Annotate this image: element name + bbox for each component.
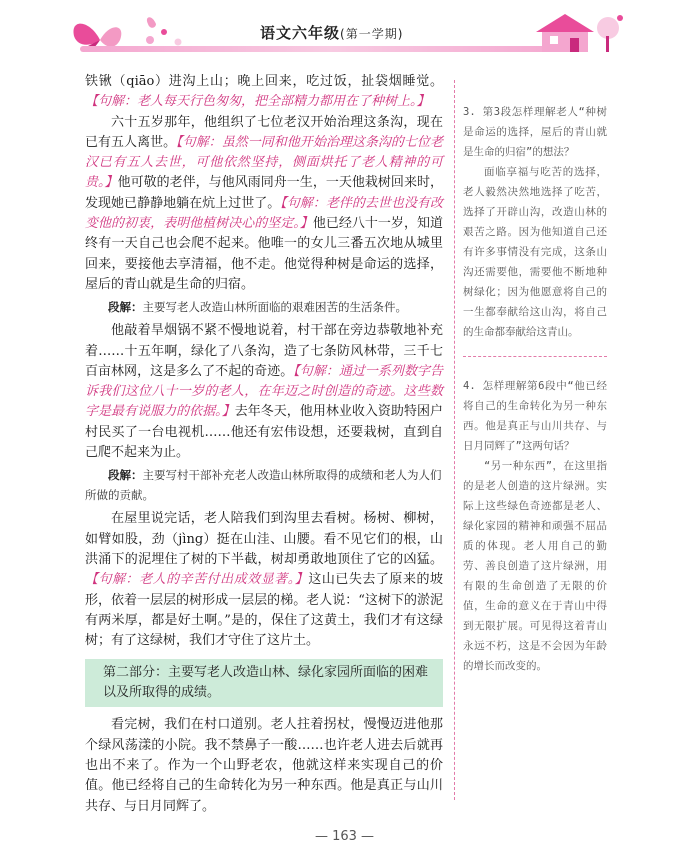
- header-band: [80, 46, 580, 52]
- page-number: — 163 —: [314, 829, 375, 844]
- paragraph-summary-2: 段解：主要写村干部补充老人改造山林所取得的成绩和老人为人们所做的贡献。: [85, 468, 442, 503]
- part-summary-box: 第二部分：主要写老人改造山林、绿化家园所面临的困难以及所取得的成绩。: [85, 659, 443, 707]
- question-3: 3. 第3段怎样理解老人“种树是命运的选择，屋后的青山就是生命的归宿”的想法？: [463, 106, 607, 158]
- sentence-note: 【句解：老伴的去世也没有改变他的初衷，表明他植树决心的坚定。】: [85, 195, 443, 232]
- book-title: 语文六年级(第一学期): [260, 24, 404, 42]
- answer-4: “另一种东西”，在这里指的是老人创造的这片绿洲。实际上这些绿色奇迹都是老人、绿化家园的精神和顽强不屈品质的体现。老人用自己的勤劳、善良创造了这片绿洲，用有限的生命创造了无限的价值，生命的意义在于青山中得到无限扩展。可见得这着青山永远不朽，这是不会因为年龄的增长而改变的。: [463, 460, 607, 672]
- column-divider: [454, 80, 455, 800]
- answer-3: 面临享福与吃苦的选择，老人毅然决然地选择了吃苦，选择了开辟山沟，改造山林的艰苦之路。因为他知道自己还有许多事情没有完成，这条山沟还需要他，需要他不断地种树绿化；因为他愿意将自己的一生都奉献给这山沟，将自己的生命都奉献给这青山。: [463, 166, 607, 338]
- sentence-note: 【句解：老人的辛苦付出成效显著。】: [85, 572, 309, 588]
- paragraph-5: 看完树，我们在村口道别。老人拄着拐杖，慢慢迈进他那个绿风荡漾的小院。我不禁鼻子一酸……也许老人进去后就再也出不来了。作为一个山野老农，他就这样来实现自己的价值。他已经将自己的生命转化为另一种东西。他是真正与山川共存、与日月同辉了。: [85, 717, 443, 814]
- sentence-note: 【句解：通过一系列数字告诉我们这位八十一岁的老人，在年迈之时创造的奇迹。这些数字是最有说服力的依据。】: [85, 363, 443, 420]
- page-header: [0, 0, 689, 64]
- paragraph-3: 他敲着旱烟锅不紧不慢地说着，村干部在旁边恭敬地补充着……十五年啊，绿化了八条沟，造了七条防风林带，三千七百亩林网，这是多么了不起的奇迹。【句解：通过一系列数字告诉我们这位八十一岁的老人，在年迈之时创造的奇迹。这些数字是最有说服力的依据。】去年冬天，他用林业收入资助特困户村民买了一台电视机……他还有宏伟设想，还要栽树，直到自己爬不起来为止。: [85, 323, 443, 461]
- paragraph-1: 铁锹（qiāo）进沟上山；晚上回来，吃过饭，扯袋烟睡觉。【句解：老人每天行色匆匆，把全部精力都用在了种树上。】: [85, 74, 443, 110]
- question-4: 4. 怎样理解第6段中“他已经将自己的生命转化为另一种东西。他是真正与山川共存、与日月同辉了”这两句话？: [463, 380, 607, 452]
- butterfly-decoration-icon: [60, 10, 200, 60]
- notes-separator: [463, 356, 607, 358]
- side-notes-column: [463, 102, 607, 676]
- main-text-column: [85, 72, 443, 817]
- paragraph-4: 在屋里说完话，老人陪我们到沟里去看树。杨树、柳树，如臂如股，劲（jìng）挺在山洼、山腰。看不见它们的根，山洪涌下的泥埋住了树的下半截，树却勇敢地顶住了它的凶猛。【句解：老人的辛苦付出成效显著。】这山已失去了原来的坡形，依着一层层的树形成一层层的梯。老人说：“这树下的淤泥有两米厚，都是好土啊。”是的，保住了这黄土，我们才有这绿树；有了这绿树，我们才守住了这片土。: [85, 511, 443, 649]
- house-decoration-icon: [520, 6, 630, 58]
- paragraph-2: 六十五岁那年，他组织了七位老汉开始治理这条沟，现在已有五人离世。【句解：虽然一同和他开始治理这条沟的七位老汉已有五人去世，可他依然坚持，侧面烘托了老人精神的可贵。】他可敬的老伴，与他风雨同舟一生，一天他栽树回来时，发现她已静静地躺在炕上过世了。【句解：老伴的去世也没有改变他的初衷，表明他植树决心的坚定。】他已经八十一岁，知道终有一天自己也会爬不起来。他唯一的女儿三番五次地从城里回来，要接他去享清福，他不走。他觉得种树是命运的选择，屋后的青山就是生命的归宿。: [85, 114, 443, 292]
- sentence-note: 【句解：虽然一同和他开始治理这条沟的七位老汉已有五人去世，可他依然坚持，侧面烘托了老人精神的可贵。】: [85, 134, 443, 191]
- paragraph-summary-1: 段解：主要写老人改造山林所面临的艰难困苦的生活条件。: [108, 300, 407, 315]
- sentence-note: 【句解：老人每天行色匆匆，把全部精力都用在了种树上。】: [85, 94, 430, 110]
